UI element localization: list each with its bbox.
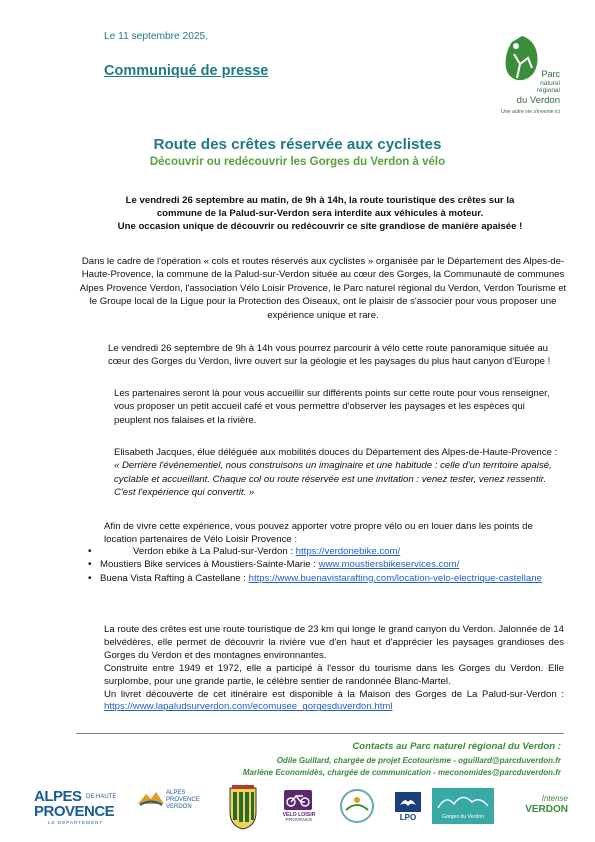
quote-text: « Derrière l'événementiel, nous construisons un imaginaire et une habitude : celle d'un territoire apaisé, cyclable et accueillant. Chaque col ou route réservée est une invitation : venez tester, venez ressentir. C'est l'expérience qui convertit. » xyxy=(114,460,552,499)
lead-line: Le vendredi 26 septembre au matin, de 9h à 14h, la route touristique des crêtes sur la xyxy=(125,195,515,206)
rental-label: Moustiers Bike services à Moustiers-Sainte-Marie : xyxy=(100,559,319,571)
rental-link[interactable]: www.moustiersbikeservices.com/ xyxy=(318,559,460,571)
quote-paragraph xyxy=(114,446,563,500)
rental-paragraph: Afin de vivre cette expérience, vous pouvez apporter votre propre vélo ou en louer dans les points de location partenaires de Vélo Loisir Provence : xyxy=(104,521,533,546)
quote-author: Elisabeth Jacques, élue déléguée aux mobilités douces du Département des Alpes-de-Haute-Provence : xyxy=(114,447,558,458)
park-logo xyxy=(498,34,562,126)
lpo-logo: LPO xyxy=(395,792,421,822)
press-release-date: Le 11 septembre 2025, xyxy=(104,31,209,42)
lead-paragraph xyxy=(100,194,540,234)
park-logo-line1: Parc xyxy=(541,69,560,79)
gorges-du-verdon-logo: Gorges du Verdon xyxy=(432,788,494,824)
list-item xyxy=(86,572,566,585)
park-logo-line4: du Verdon xyxy=(516,95,560,106)
circle-emblem-icon xyxy=(338,786,376,826)
rental-list xyxy=(86,545,566,585)
press-release-label: Communiqué de presse xyxy=(104,63,269,79)
verdon-tourisme-logo: Intense VERDON xyxy=(525,794,568,815)
park-logo-line3: régional xyxy=(536,87,560,94)
verdon-tourism-logo xyxy=(338,786,376,826)
lead-line: commune de la Palud-sur-Verdon sera interdite aux véhicules à moteur. xyxy=(156,208,484,220)
contact-line: Odile Guillard, chargée de projet Ecotourisme - oguillard@parcduverdon.fr xyxy=(276,756,561,765)
coat-of-arms-icon xyxy=(228,784,258,830)
rental-label: Buena Vista Rafting à Castellane : xyxy=(100,572,249,584)
park-logo-tagline: Une autre vie s'invente ici xyxy=(501,109,560,115)
route-paragraph: La route des crêtes est une route touristique de 23 km qui longe le grand canyon du Verdon. Jalonnée de 14 belvédères, elle permet de découvrir la rivière vue d'en haut et d'apprécier les paysages grandioses des Gorges du Verdon et des montagnes environnantes. xyxy=(104,624,564,661)
partners-paragraph: Les partenaires seront là pour vous accueillir sur différents points sur cette route pour vous renseigner, vous proposer un petit accueil café et vous permettre d'observer les paysages et les espèces qui peuplent nos falaises et la rivière. xyxy=(114,388,550,426)
bicycle-icon xyxy=(286,793,310,807)
partner-logos xyxy=(0,784,595,836)
mountain-icon xyxy=(138,790,164,806)
contact-line: Marlène Economidès, chargée de communication - meconomides@parcduverdon.fr xyxy=(242,768,561,777)
route-description xyxy=(104,624,564,714)
event-paragraph: Le vendredi 26 septembre de 9h à 14h vous pourrez parcourir à vélo cette route panoramique située au cœur des Gorges du Verdon, livre ouvert sur la géologie et les paysages du plus haut canyon d'Europe ! xyxy=(108,343,551,368)
park-logo-line2: naturel xyxy=(540,80,560,87)
list-item xyxy=(86,558,566,571)
velo-loisir-provence-logo: VÉLO LOISIR PROVENCE xyxy=(280,790,318,826)
page-title: Route des crêtes réservée aux cyclistes xyxy=(153,136,442,153)
booklet-link[interactable]: https://www.lapaludsurverdon.com/ecomusee_gorgesduverdon.html xyxy=(104,701,393,713)
commune-coat-of-arms-logo xyxy=(228,784,258,830)
rental-link[interactable]: https://www.buenavistarafting.com/location-velo-electrique-castellane xyxy=(248,572,542,584)
booklet-paragraph xyxy=(104,689,564,715)
divider xyxy=(76,733,564,734)
alpes-provence-verdon-logo: ALPES PROVENCE VERDON xyxy=(138,788,210,828)
bird-icon xyxy=(399,795,417,809)
gorges-icon xyxy=(432,788,494,814)
route-history-paragraph: Construite entre 1949 et 1972, elle a participé à l'essor du tourisme dans les Gorges du Verdon. Elle surplombe, pour une grande partie, le célèbre sentier de randonnée Blanc-Martel. xyxy=(104,662,564,687)
alpes-de-haute-provence-logo: ALPES DE HAUTE PROVENCE LE DÉPARTEMENT xyxy=(34,788,117,825)
list-item xyxy=(86,545,566,558)
page-subtitle: Découvrir ou redécouvrir les Gorges du Verdon à vélo xyxy=(149,156,446,168)
lead-line: Une occasion unique de découvrir ou redécouvrir ce site grandiose de manière apaisée ! xyxy=(117,221,523,233)
contacts-title: Contacts au Parc naturel régional du Verdon : xyxy=(352,741,561,752)
intro-paragraph: Dans le cadre de l'opération « cols et routes réservés aux cyclistes » organisée par le Département des Alpes-de-Haute-Provence, la commune de la Palud-sur-Verdon située au cœur des Gorges, la Communauté de communes Alpes Provence Verdon, l'association Vélo Loisir Provence, le Parc naturel régional du Verdon, Verdon Tourisme et le Groupe local de la Ligue pour la Protection des Oiseaux, ont le plaisir de s'associer pour vous proposer une expérience unique et rare. xyxy=(79,256,567,321)
rental-label: Verdon ebike à La Palud-sur-Verdon : xyxy=(133,546,296,557)
rental-link[interactable]: https://verdonebike.com/ xyxy=(295,546,401,557)
booklet-text: Un livret découverte de cet itinéraire est disponible à la Maison des Gorges de La Palud-sur-Verdon : xyxy=(104,688,564,700)
park-emblem-icon xyxy=(502,34,542,84)
